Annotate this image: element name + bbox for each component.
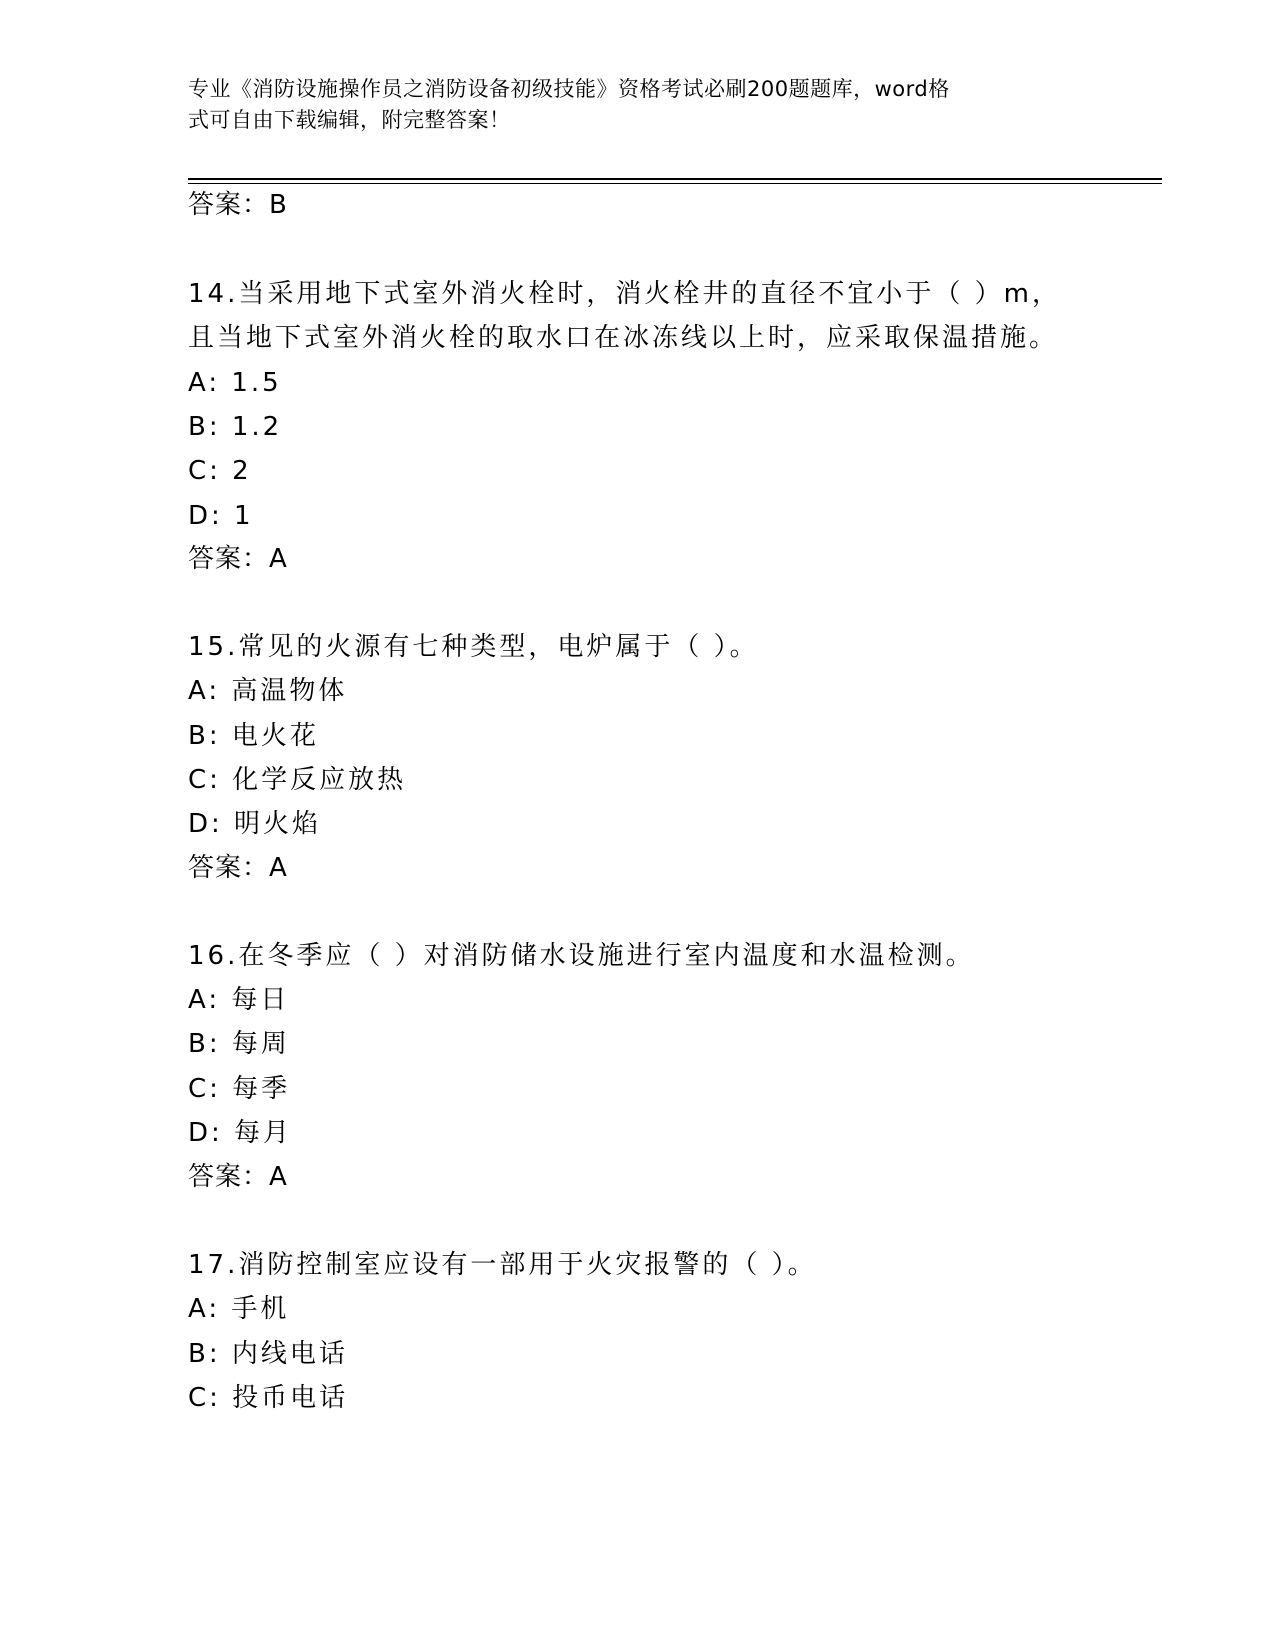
question-16-option-b: B: 每周 (188, 1029, 290, 1059)
question-16-option-d: D: 每月 (188, 1118, 293, 1148)
question-15-answer: 答案：A (188, 853, 288, 883)
header-line-2: 式可自由下载编辑，附完整答案！ (188, 108, 511, 132)
question-16-stem: 16.在冬季应（ ）对消防储水设施进行室内温度和水温检测。 (188, 941, 975, 971)
header-divider-thin (188, 183, 1162, 184)
question-17-option-b: B: 内线电话 (188, 1339, 348, 1369)
question-15-option-a: A: 高温物体 (188, 676, 348, 706)
document-header (188, 74, 1068, 136)
question-17-option-c: C: 投币电话 (188, 1383, 349, 1413)
question-16-option-c: C: 每季 (188, 1074, 291, 1104)
question-14-option-d: D: 1 (188, 501, 254, 531)
answer-13: 答案：B (188, 190, 288, 220)
question-14-option-a: A: 1.5 (188, 368, 282, 398)
question-17-stem: 17.消防控制室应设有一部用于火灾报警的（ ）。 (188, 1250, 817, 1280)
header-line-1: 专业《消防设施操作员之消防设备初级技能》资格考试必刷200题题库，word格 (188, 77, 950, 101)
question-14-stem-line-2: 且当地下式室外消火栓的取水口在冰冻线以上时，应采取保温措施。 (188, 323, 1059, 353)
question-17-option-a: A: 手机 (188, 1294, 290, 1324)
question-14-option-b: B: 1.2 (188, 412, 283, 442)
question-15-stem: 15.常见的火源有七种类型，电炉属于（ ）。 (188, 632, 759, 662)
question-14-answer: 答案：A (188, 544, 288, 574)
question-16-option-a: A: 每日 (188, 985, 290, 1015)
question-16-answer: 答案：A (188, 1162, 288, 1192)
question-14-option-c: C: 2 (188, 456, 252, 486)
question-15-option-b: B: 电火花 (188, 721, 319, 751)
question-15-option-c: C: 化学反应放热 (188, 765, 407, 795)
question-14-stem-line-1: 14.当采用地下式室外消火栓时，消火栓井的直径不宜小于（ ）m， (188, 279, 1061, 309)
header-divider-thick (188, 178, 1162, 180)
question-15-option-d: D: 明火焰 (188, 809, 322, 839)
